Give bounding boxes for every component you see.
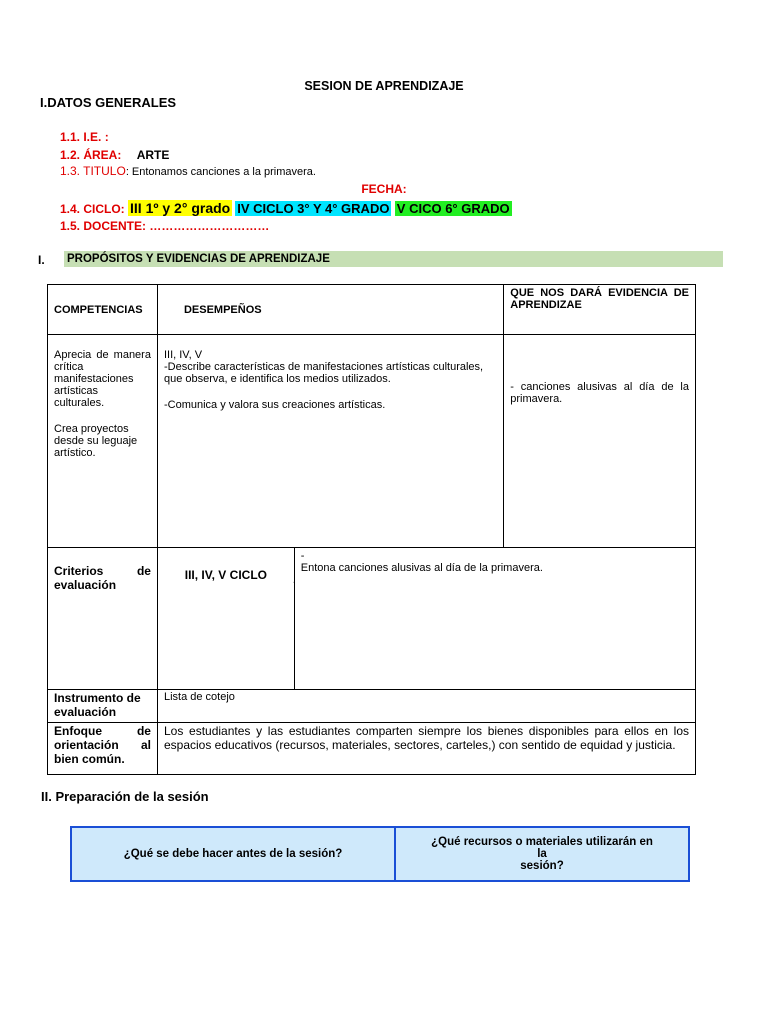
criterios-dash: - bbox=[300, 550, 305, 562]
prep-col-recursos-l2: la bbox=[537, 848, 547, 860]
instrumento-label: Instrumento de evaluación bbox=[48, 690, 158, 723]
table-row bbox=[48, 723, 696, 775]
desempeno-1: -Describe características de manifestaciones artísticas culturales, que observa, e identifica los medios utilizados. bbox=[163, 361, 484, 385]
desempeno-2: -Comunica y valora sus creaciones artísticas. bbox=[163, 399, 386, 411]
preparacion-table bbox=[70, 826, 690, 882]
prep-col-recursos-l1: ¿Qué recursos o materiales utilizarán en bbox=[431, 836, 653, 848]
ciclo-row bbox=[60, 200, 512, 216]
ie-label: 1.1. I.E. : bbox=[60, 130, 109, 144]
titulo-label: 1.3. TITULO bbox=[60, 164, 126, 178]
titulo-row bbox=[60, 164, 316, 178]
ciclo-iv: IV CICLO 3° Y 4° GRADO bbox=[237, 201, 390, 216]
table-row bbox=[48, 548, 696, 690]
criterios-ciclo: III, IV, V CICLO bbox=[157, 548, 294, 690]
criterios-label: Criterios de evaluación bbox=[48, 548, 158, 690]
section-datos-generales: I.DATOS GENERALES bbox=[40, 95, 177, 110]
desempeno-ciclos: III, IV, V bbox=[163, 349, 203, 361]
table-row bbox=[71, 827, 689, 881]
prep-col-recursos-l3: sesión? bbox=[520, 860, 564, 872]
ciclo-v: V CICO 6° GRADO bbox=[396, 201, 510, 216]
header-desempenos: DESEMPEÑOS bbox=[157, 285, 503, 335]
area-label: 1.2. ÁREA: bbox=[60, 148, 122, 162]
ciclo-iii: III 1º y 2° grado bbox=[130, 200, 231, 216]
propositos-table bbox=[47, 284, 696, 775]
enfoque-label: Enfoque de orientación al bien común. bbox=[48, 723, 158, 775]
area-row bbox=[60, 148, 169, 162]
section2-title: II. Preparación de la sesión bbox=[41, 789, 209, 804]
competencia-1: Aprecia de manera crítica manifestaciones artísticas culturales. bbox=[54, 349, 151, 409]
section1-number: I. bbox=[38, 253, 45, 267]
criterios-dot: . bbox=[292, 574, 296, 586]
header-competencias: COMPETENCIAS bbox=[48, 285, 158, 335]
header-evidencia: QUE NOS DARÁ EVIDENCIA DE APRENDIZAE bbox=[504, 285, 696, 335]
desempenos-cell bbox=[157, 335, 503, 548]
document-title: SESION DE APRENDIZAJE bbox=[304, 79, 464, 93]
evidencia-cell: - canciones alusivas al día de la primavera. bbox=[504, 335, 696, 548]
ciclo-label: 1.4. CICLO: bbox=[60, 202, 125, 216]
fecha-label: FECHA: bbox=[361, 182, 407, 196]
area-value: ARTE bbox=[136, 148, 170, 162]
docente-label: 1.5. DOCENTE: ………………………… bbox=[60, 219, 270, 233]
competencia-2: Crea proyectos desde su leguaje artístico. bbox=[54, 423, 138, 459]
instrumento-value: Lista de cotejo bbox=[157, 690, 695, 723]
titulo-value: : Entonamos canciones a la primavera. bbox=[125, 166, 316, 178]
criterios-text: Entona canciones alusivas al día de la primavera. bbox=[300, 562, 543, 574]
prep-col-antes: ¿Qué se debe hacer antes de la sesión? bbox=[71, 827, 395, 881]
table-row bbox=[48, 335, 696, 548]
table-header-row bbox=[48, 285, 696, 335]
enfoque-text: Los estudiantes y las estudiantes comparten siempre los bienes disponibles para ellos en los espacios educativos (recursos, materiales, sectores, carteles,) con sentido de equidad y justicia. bbox=[157, 723, 695, 775]
competencias-cell bbox=[48, 335, 158, 548]
criterios-cell bbox=[294, 548, 695, 690]
table-row bbox=[48, 690, 696, 723]
section1-title: PROPÓSITOS Y EVIDENCIAS DE APRENDIZAJE bbox=[67, 253, 330, 265]
prep-col-recursos bbox=[395, 827, 689, 881]
